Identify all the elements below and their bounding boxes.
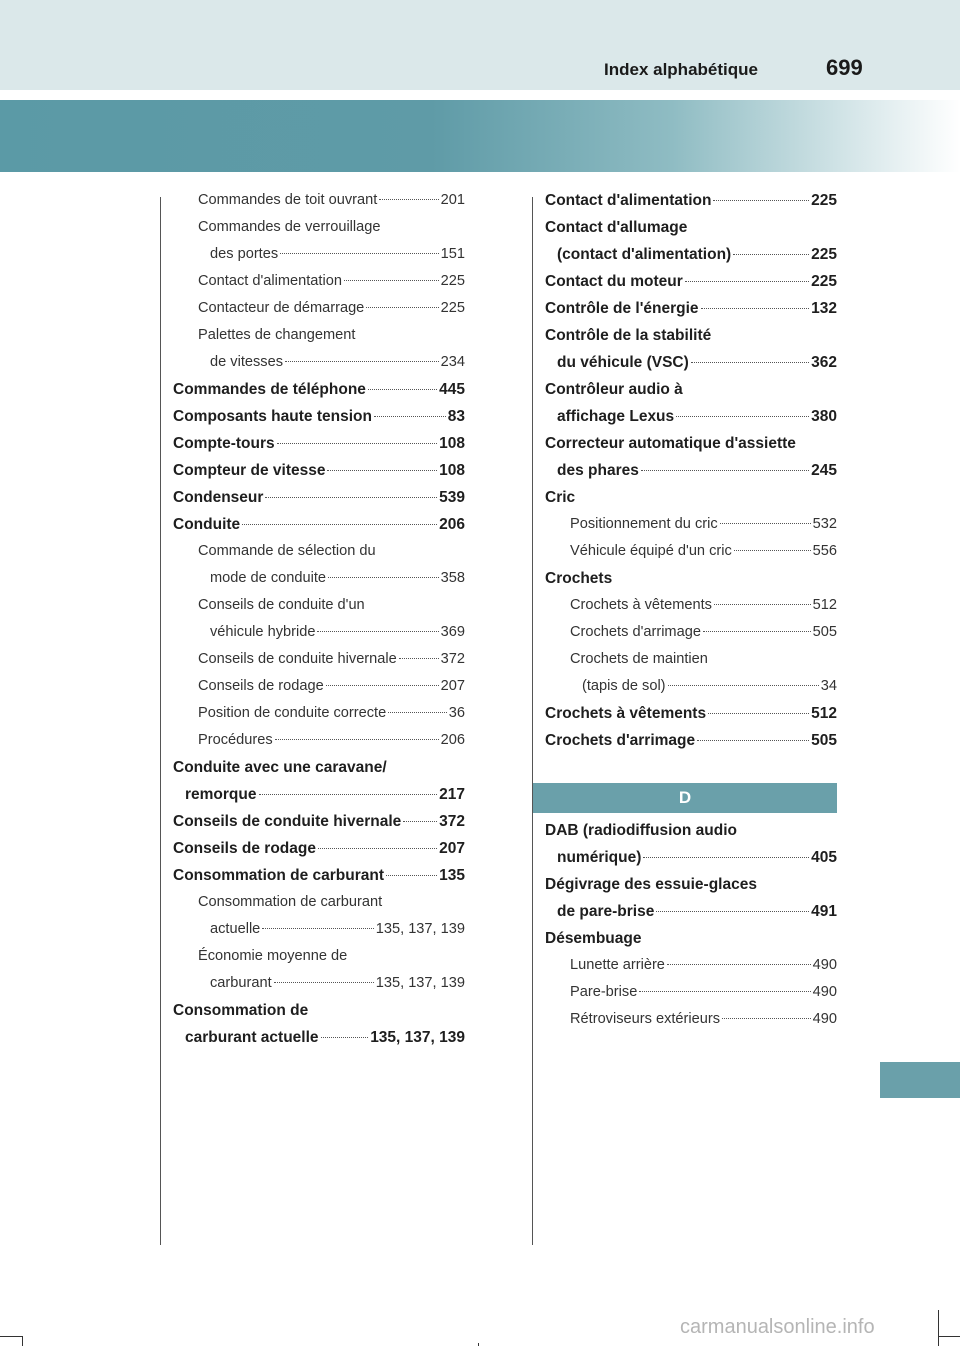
index-entry [545,871,837,898]
index-entry-page: 207 [440,678,465,694]
index-entry [545,484,837,511]
index-entry [173,538,465,565]
index-entry-page: 556 [812,543,837,559]
page-header-title: Index alphabétique [604,60,758,79]
index-entry [173,1024,465,1051]
index-entry-text: mode de conduite [210,570,327,586]
index-entry-page: 151 [440,246,465,262]
dot-leader [368,389,437,390]
index-entry-text: Lunette arrière [570,957,665,973]
index-entry [173,619,465,646]
index-entry [173,862,465,889]
index-entry-text: Contact d'alimentation [545,192,712,209]
left-column-rule [160,197,161,1245]
index-entry [173,835,465,862]
index-entry-text: (tapis de sol) [582,678,666,694]
dot-leader [722,1018,811,1019]
dot-leader [714,604,811,605]
index-entry-text: (contact d'alimentation) [557,246,732,263]
index-entry-text: Conseils de conduite hivernale [173,813,402,830]
index-entry-text: Conduite avec une caravane/ [173,759,387,776]
index-entry-page: 505 [811,732,837,749]
dot-leader [403,821,437,822]
index-entry-page: 132 [811,300,837,317]
index-entry [545,952,837,979]
dot-leader [277,443,438,444]
index-entry-text: Contrôle de l'énergie [545,300,699,317]
index-entry [545,457,837,484]
index-entry [545,727,837,754]
index-entry-text: actuelle [210,921,261,937]
index-entry [545,430,837,457]
index-entry [545,1006,837,1033]
index-entry-text: véhicule hybride [210,624,316,640]
index-entry [545,673,837,700]
index-entry [173,565,465,592]
index-entry-page: 217 [439,786,465,803]
page-number: 699 [826,55,863,80]
index-entry-text: Conduite [173,516,241,533]
index-entry [173,403,465,430]
index-entry-text: Palettes de changement [198,327,356,343]
index-entry-text: Conseils de rodage [173,840,316,857]
index-entry [173,943,465,970]
index-entry-text: Contact du moteur [545,273,683,290]
index-entry-page: 245 [811,462,837,479]
index-entry-text: Crochets de maintien [570,651,708,667]
index-entry [545,268,837,295]
dot-leader [285,361,439,362]
index-entry-page: 362 [811,354,837,371]
index-entry [545,898,837,925]
index-entry-text: numérique) [557,849,642,866]
dot-leader [374,416,446,417]
dot-leader [318,848,437,849]
watermark-text: carmanualsonline.info [680,1316,875,1338]
crop-mark [938,1336,960,1337]
dot-leader [265,497,437,498]
index-entry-page: 36 [448,705,465,721]
index-entry-page: 225 [811,192,837,209]
index-entry [173,484,465,511]
index-entry-page: 372 [440,651,465,667]
index-entry [173,997,465,1024]
index-entry-page: 201 [440,192,465,208]
dot-leader [379,199,438,200]
index-entry-page: 225 [811,273,837,290]
dot-leader [656,911,809,912]
dot-leader [275,739,439,740]
index-entry-text: Véhicule équipé d'un cric [570,543,732,559]
index-entry-text: Contrôleur audio à [545,381,683,398]
index-entry [173,889,465,916]
index-entry-page: 108 [439,435,465,452]
index-entry [545,241,837,268]
index-entry-page: 372 [439,813,465,830]
index-entry [173,457,465,484]
dot-leader [643,857,809,858]
dot-leader [317,631,438,632]
index-entry [545,376,837,403]
index-entry-text: Conseils de conduite d'un [198,597,365,613]
decorative-gradient-band [0,100,960,172]
index-entry [545,322,837,349]
index-entry-text: Consommation de carburant [198,894,383,910]
index-entry [173,241,465,268]
index-entry-text: Contact d'allumage [545,219,688,236]
index-entry [173,646,465,673]
index-entry-text: Désembuage [545,930,642,947]
index-entry-text: Compteur de vitesse [173,462,326,479]
index-entry [545,538,837,565]
dot-leader [734,550,811,551]
dot-leader [386,875,437,876]
index-entry-text: du véhicule (VSC) [557,354,689,371]
index-entry [173,673,465,700]
index-entry-page: 34 [820,678,837,694]
index-entry-page: 490 [812,957,837,973]
chapter-tab [880,1062,960,1098]
index-entry-page: 135 [439,867,465,884]
dot-leader [328,577,439,578]
index-entry [545,349,837,376]
dot-leader [388,712,447,713]
index-entry-text: Dégivrage des essuie-glaces [545,876,757,893]
crop-mark [22,1336,23,1346]
index-entry [173,214,465,241]
index-entry-text: Commandes de téléphone [173,381,366,398]
index-column-right-top [545,187,837,754]
index-entry-page: 369 [440,624,465,640]
index-entry [173,754,465,781]
index-entry [173,700,465,727]
index-entry-text: Position de conduite correcte [198,705,387,721]
index-entry-page: 532 [812,516,837,532]
index-entry [173,727,465,754]
index-entry [545,295,837,322]
index-entry [545,511,837,538]
index-entry-text: Contact d'alimentation [198,273,342,289]
index-entry [545,214,837,241]
index-entry-text: de pare-brise [557,903,655,920]
middle-column-rule [532,197,533,1245]
index-entry-text: Compte-tours [173,435,275,452]
dot-leader [259,794,438,795]
index-entry-page: 512 [812,597,837,613]
index-entry [173,376,465,403]
index-entry-text: Conseils de conduite hivernale [198,651,397,667]
index-entry-text: Crochets d'arrimage [545,732,696,749]
crop-mark [938,1310,939,1346]
dot-leader [274,982,374,983]
index-entry [545,403,837,430]
dot-leader [697,740,809,741]
index-entry-text: Pare-brise [570,984,638,1000]
index-entry-page: 512 [811,705,837,722]
dot-leader [676,416,809,417]
index-entry [545,187,837,214]
index-entry-page: 206 [439,516,465,533]
index-entry [173,781,465,808]
index-entry-page: 490 [812,984,837,1000]
dot-leader [262,928,373,929]
index-column-left [173,187,465,1051]
dot-leader [280,253,438,254]
index-entry-page: 206 [440,732,465,748]
dot-leader [326,685,439,686]
index-entry-text: Rétroviseurs extérieurs [570,1011,721,1027]
index-entry [545,817,837,844]
index-entry-page: 234 [440,354,465,370]
index-entry-page: 83 [447,408,465,425]
index-entry-text: Composants haute tension [173,408,372,425]
index-entry-page: 539 [439,489,465,506]
index-entry-page: 491 [811,903,837,920]
index-entry-page: 380 [811,408,837,425]
index-entry-text: affichage Lexus [557,408,675,425]
index-entry-text: Conseils de rodage [198,678,324,694]
index-entry-page: 225 [440,300,465,316]
index-entry-text: carburant actuelle [185,1029,319,1046]
index-entry [173,970,465,997]
index-entry-text: Crochets à vêtements [545,705,707,722]
index-entry-page: 135, 137, 139 [375,975,465,991]
index-entry [545,619,837,646]
index-entry [173,592,465,619]
index-entry-text: remorque [185,786,257,803]
index-entry-text: carburant [210,975,272,991]
index-entry-page: 505 [812,624,837,640]
index-entry-text: DAB (radiodiffusion audio [545,822,738,839]
section-letter-bar: D [533,783,837,813]
dot-leader [685,281,809,282]
index-entry [545,565,837,592]
index-entry-text: Crochets [545,570,613,587]
index-entry-text: Cric [545,489,576,506]
index-entry-text: Commandes de verrouillage [198,219,381,235]
dot-leader [713,200,809,201]
index-entry-page: 225 [440,273,465,289]
index-entry-text: Consommation de carburant [173,867,384,884]
dot-leader [344,280,439,281]
index-entry-text: Contacteur de démarrage [198,300,365,316]
dot-leader [733,254,809,255]
index-entry-page: 358 [440,570,465,586]
index-entry-page: 405 [811,849,837,866]
index-column-right-bottom [545,817,837,1033]
dot-leader [701,308,810,309]
index-entry-text: de vitesses [210,354,284,370]
index-entry-page: 225 [811,246,837,263]
index-entry [173,349,465,376]
dot-leader [399,658,439,659]
dot-leader [639,991,810,992]
index-entry [545,646,837,673]
index-entry-text: des portes [210,246,279,262]
index-entry-text: Procédures [198,732,273,748]
index-entry-text: Condenseur [173,489,264,506]
index-entry-text: Contrôle de la stabilité [545,327,712,344]
dot-leader [366,307,438,308]
index-entry-text: Positionnement du cric [570,516,718,532]
index-entry [545,700,837,727]
index-entry-text: Commande de sélection du [198,543,376,559]
index-entry [545,592,837,619]
dot-leader [321,1037,369,1038]
index-entry-page: 490 [812,1011,837,1027]
dot-leader [703,631,811,632]
index-entry [173,808,465,835]
dot-leader [720,523,811,524]
index-entry-page: 108 [439,462,465,479]
index-entry [173,322,465,349]
index-entry [545,979,837,1006]
index-entry [173,187,465,214]
index-entry-text: Crochets d'arrimage [570,624,701,640]
dot-leader [327,470,437,471]
dot-leader [242,524,437,525]
index-entry [173,916,465,943]
index-entry [545,844,837,871]
index-entry-page: 207 [439,840,465,857]
index-entry [545,925,837,952]
index-entry-page: 445 [439,381,465,398]
index-entry-text: Crochets à vêtements [570,597,712,613]
index-entry [173,268,465,295]
index-entry-page: 135, 137, 139 [375,921,465,937]
dot-leader [668,685,819,686]
header-band [0,0,960,90]
index-entry [173,430,465,457]
index-entry [173,295,465,322]
index-entry-page: 135, 137, 139 [370,1029,465,1046]
index-entry-text: Commandes de toit ouvrant [198,192,378,208]
dot-leader [691,362,809,363]
index-entry-text: Consommation de [173,1002,309,1019]
dot-leader [667,964,811,965]
index-entry [173,511,465,538]
dot-leader [708,713,809,714]
index-entry-text: Correcteur automatique d'assiette [545,435,796,452]
index-entry-text: Économie moyenne de [198,948,348,964]
crop-mark [0,1336,22,1337]
dot-leader [641,470,809,471]
index-entry-text: des phares [557,462,639,479]
